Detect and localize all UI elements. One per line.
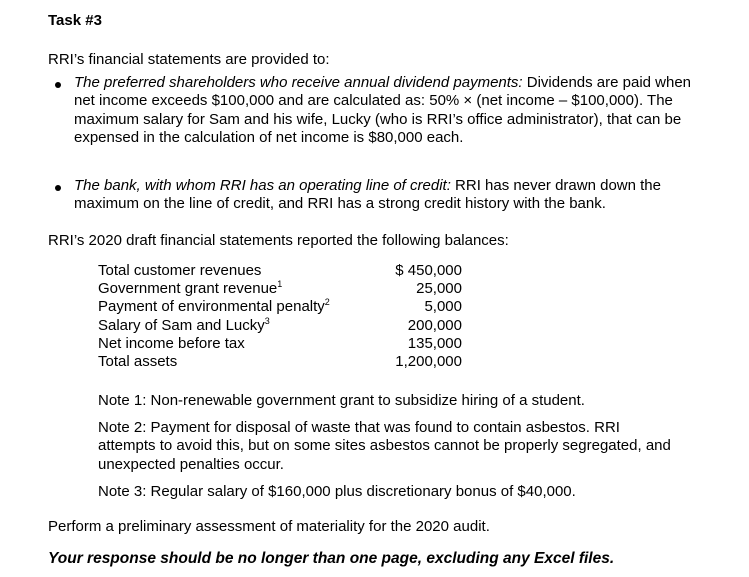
bullet-item-bank bbox=[74, 177, 714, 214]
row-value: $ 450,000 bbox=[395, 262, 462, 279]
balances-intro: RRI’s 2020 draft financial statements reported the following balances: bbox=[48, 232, 509, 249]
table-row bbox=[98, 335, 462, 353]
row-label: Net income before tax bbox=[98, 334, 245, 352]
note-1: Note 1: Non-renewable government grant to subsidize hiring of a student. bbox=[98, 392, 585, 409]
bullet-lead: The preferred shareholders who receive annual dividend payments: bbox=[74, 74, 523, 91]
bullet-dot-icon bbox=[55, 82, 61, 88]
bullet-dot-icon bbox=[55, 185, 61, 191]
bullet-body: RRI has never drawn down the maximum on the line of credit, and RRI has a strong credit history with the bank. bbox=[74, 177, 661, 213]
intro-text: RRI’s financial statements are provided to: bbox=[48, 51, 330, 68]
table-row bbox=[98, 280, 462, 298]
table-row bbox=[98, 317, 462, 335]
closing-instruction: Your response should be no longer than one page, excluding any Excel files. bbox=[48, 550, 615, 567]
row-value: 25,000 bbox=[416, 280, 462, 298]
note-3: Note 3: Regular salary of $160,000 plus discretionary bonus of $40,000. bbox=[98, 483, 576, 500]
task-instruction: Perform a preliminary assessment of materiality for the 2020 audit. bbox=[48, 518, 490, 535]
row-value: 1,200,000 bbox=[395, 352, 462, 370]
row-value: 5,000 bbox=[424, 298, 462, 316]
table-row bbox=[98, 298, 462, 316]
table-row bbox=[98, 262, 462, 280]
task-title: Task #3 bbox=[48, 12, 102, 29]
table-row bbox=[98, 353, 462, 371]
row-label: Government grant revenue$^1$ bbox=[98, 279, 283, 298]
bullet-item-shareholders bbox=[74, 74, 714, 147]
row-label: Salary of Sam and Lucky$^3$ bbox=[98, 315, 270, 334]
note-2: Note 2: Payment for disposal of waste that was found to contain asbestos. RRI attempts to avoid this, but on some sites asbestos cannot be properly segregated, and unexpected penalties occur. bbox=[98, 419, 671, 473]
bullet-body: Dividends are paid when net income exceeds $100,000 and are calculated as: 50% × (net income – $100,000). The maximum salary for Sam and his wife, Lucky (who is RRI’s office administrator), that can be expensed in the calculation of net income is $80,000 each. bbox=[74, 74, 692, 146]
row-label: Total assets bbox=[98, 352, 178, 370]
row-value: 135,000 bbox=[407, 334, 462, 352]
row-label: Total customer revenues bbox=[98, 262, 262, 279]
row-value: 200,000 bbox=[407, 316, 462, 334]
bullet-lead: The bank, with whom RRI has an operating line of credit: bbox=[74, 177, 451, 194]
row-label: Payment of environmental penalty$^2$ bbox=[98, 297, 330, 316]
balances-table bbox=[98, 262, 462, 371]
